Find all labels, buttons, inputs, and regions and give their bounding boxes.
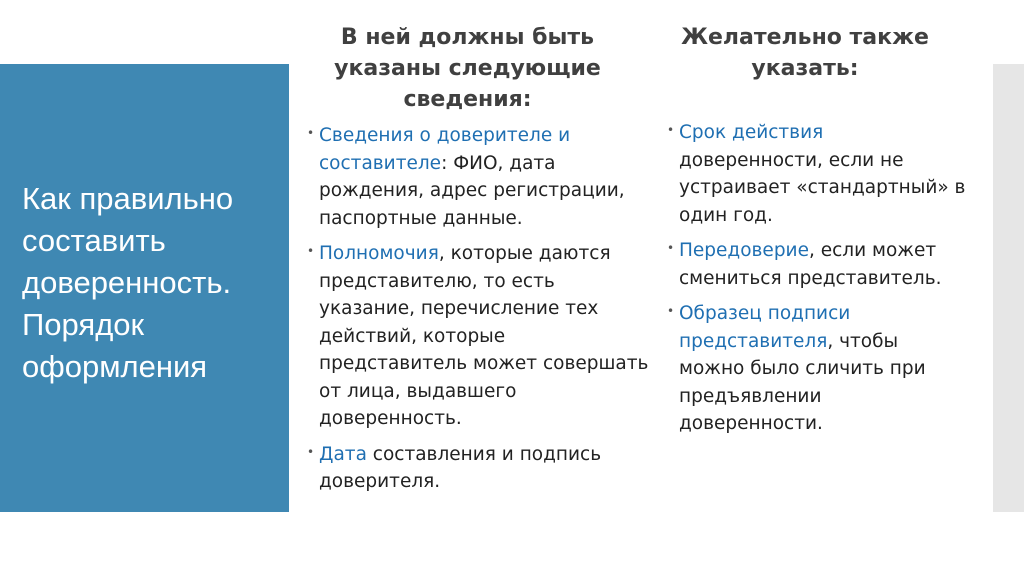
list-item xyxy=(667,119,967,229)
item-highlight: Полномочия xyxy=(319,243,439,264)
item-highlight: Передоверие xyxy=(679,240,809,261)
item-highlight: Дата xyxy=(319,443,367,465)
slide-title: Как правильно составить доверенность. Порядок оформления xyxy=(22,181,234,384)
item-text: составления и подпись доверителя. xyxy=(319,443,602,492)
bullet-icon: • xyxy=(307,244,315,258)
column-1-heading: В ней должны быть указаны следующие сведения: xyxy=(334,25,601,112)
item-text: , чтобы можно было сличить при предъявлении доверенности. xyxy=(679,330,926,434)
bullet-icon: • xyxy=(667,304,675,318)
list-item xyxy=(667,300,967,438)
bullet-icon: • xyxy=(307,126,315,140)
column-1-list xyxy=(307,122,652,504)
bullet-icon: • xyxy=(667,123,675,137)
list-item xyxy=(307,240,652,433)
item-text: : ФИО, дата рождения, адрес регистрации, паспортные данные. xyxy=(319,152,625,229)
list-item xyxy=(307,441,652,496)
item-text: доверенности, если не устраивает «стандартный» в один год. xyxy=(679,149,966,226)
column-2-heading: Желательно также указать: xyxy=(681,25,929,81)
item-text: , если может смениться представитель. xyxy=(679,240,942,289)
item-highlight: Срок действия xyxy=(679,122,824,143)
item-text: , которые даются представителю, то есть указание, перечисление тех действий, которые представитель может совершать от лица, выдавшего доверенность. xyxy=(319,243,649,429)
list-item xyxy=(667,237,967,292)
bullet-icon: • xyxy=(667,241,675,255)
list-item xyxy=(307,122,652,232)
item-highlight: Образец подписи представителя xyxy=(679,303,851,352)
column-2-list xyxy=(667,119,967,446)
item-highlight: Сведения о доверителе и составителе xyxy=(319,125,571,174)
decorative-strip xyxy=(993,64,1024,512)
bullet-icon: • xyxy=(307,444,315,459)
